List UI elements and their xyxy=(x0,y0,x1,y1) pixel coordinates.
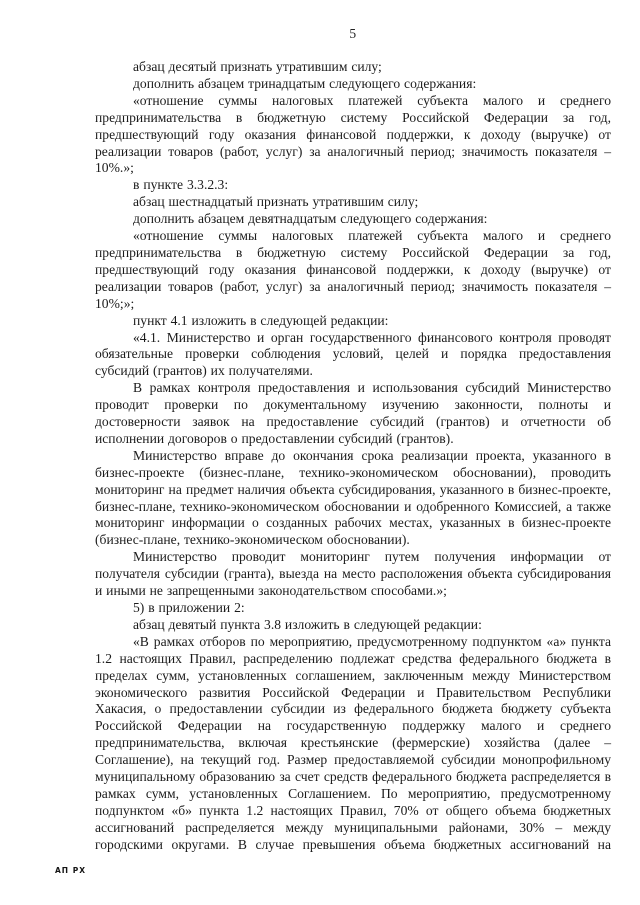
paragraph: «отношение суммы налоговых платежей субъекта малого и среднего предпринимательства в бюджетную систему Российской Федерации за год, предшествующий году оказания финансовой поддержки, к доходу (выручке) от реализации товаров (работ, услуг) за аналогичный период; значимость показателя – 10%.»; xyxy=(95,92,611,176)
paragraph: в пункте 3.3.2.3: xyxy=(133,177,229,193)
document-body xyxy=(95,59,611,854)
paragraph: В рамках контроля предоставления и использования субсидий Министерство проводит проверки по документальному изучению законности, полноты и достоверности заявок на предоставление субсидий (грантов) и отчетности об исполнении договоров о предоставлении субсидий (грантов). xyxy=(95,380,611,446)
paragraph: «отношение суммы налоговых платежей субъекта малого и среднего предпринимательства в бюджетную систему Российской Федерации за год, предшествующий году оказания финансовой поддержки, к доходу (выручке) от реализации товаров (работ, услуг) за аналогичный период; значимость показателя – 10%;»; xyxy=(95,228,611,311)
paragraph: абзац девятый пункта 3.8 изложить в следующей редакции: xyxy=(133,616,482,632)
footer-stamp: АП РХ xyxy=(55,866,86,875)
paragraph: абзац десятый признать утратившим силу; xyxy=(133,59,382,74)
paragraph: абзац шестнадцатый признать утратившим силу; xyxy=(133,194,419,210)
paragraph: 5) в приложении 2: xyxy=(133,600,245,615)
paragraph: Министерство вправе до окончания срока реализации проекта, указанного в бизнес-проекте (бизнес-плане, технико-экономическом обосновании), проводить мониторинг на предмет наличия объекта субсидирования, указанного в бизнес-проекте, бизнес-плане, технико-экономическом обосновании и одобренного Комиссией, а также мониторинг информации о созданных рабочих местах, указанных в бизнес-проекте (бизнес-плане, технико-экономическом обосновании). xyxy=(95,447,611,548)
paragraph: пункт 4.1 изложить в следующей редакции: xyxy=(133,312,389,328)
paragraph: «4.1. Министерство и орган государственного финансового контроля проводят обязательные проверки соблюдения условий, целей и порядка предоставления субсидий (грантов) их получателями. xyxy=(95,329,611,379)
paragraph: дополнить абзацем девятнадцатым следующего содержания: xyxy=(133,211,488,227)
page-number: 5 xyxy=(349,26,357,41)
paragraph: Министерство проводит мониторинг путем получения информации от получателя субсидии (гранта), выезда на место расположения объекта субсидирования и иными не запрещенными законодательством способами.»; xyxy=(95,549,611,599)
paragraph: «В рамках отборов по мероприятию, предусмотренному подпунктом «а» пункта 1.2 настоящих Правил, распределению подлежат средства федерального бюджета в пределах сумм, установленных соглашением, заключенным между Министерством экономического развития Российской Федерации и Правительством Республики Хакасия, о предоставлении субсидии из федерального бюджета бюджету субъекта Российской Федерации на государственную поддержку малого и среднего предпринимательства, включая крестьянские (фермерские) хозяйства (далее – Соглашение), на текущий год. Размер предоставляемой субсидии монопрофильному муниципальному образованию за счет средств федерального бюджета распределяется в рамках сумм, установленных Соглашением. По мероприятию, предусмотренному подпунктом «б» пункта 1.2 настоящих Правил, 70% от общего объема бюджетных ассигнований распределяется между муниципальными районами, 30% – между городскими округами. В случае превышения объема бюджетных ассигнований на xyxy=(95,633,611,852)
paragraph: дополнить абзацем тринадцатым следующего содержания: xyxy=(133,75,477,91)
